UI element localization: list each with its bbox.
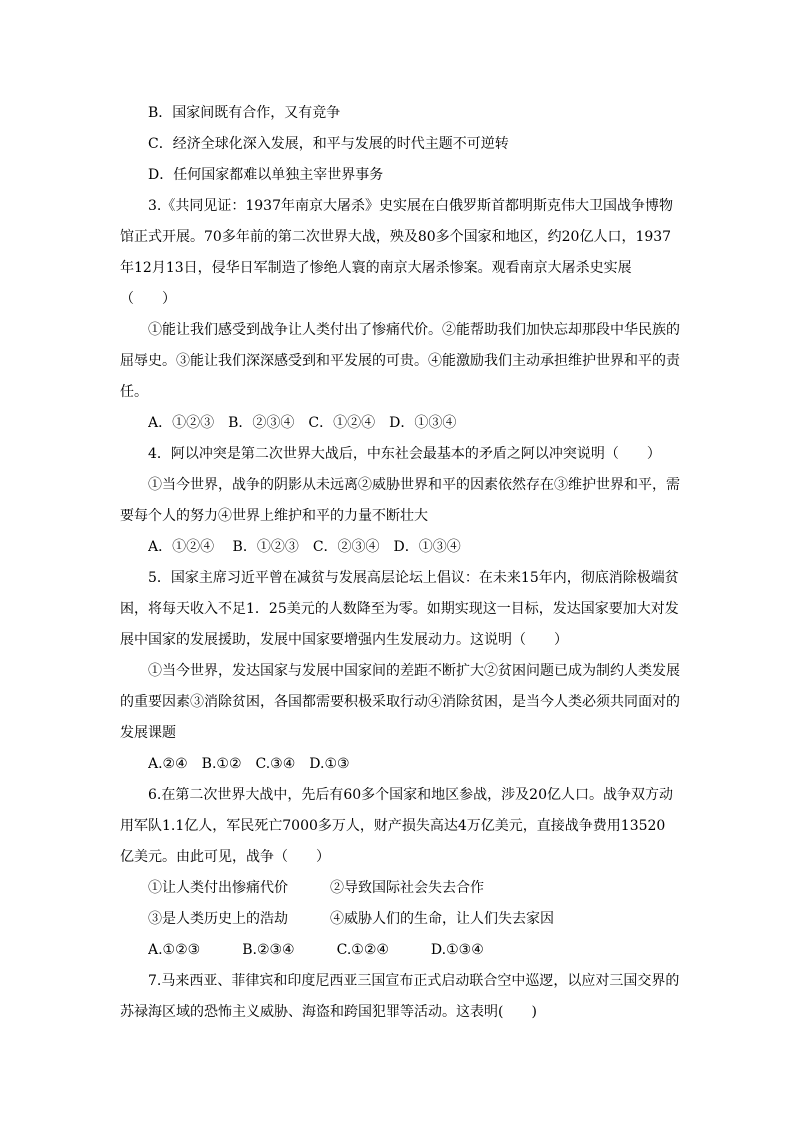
- question-3-stem: 3.《共同见证：1937年南京大屠杀》史实展在白俄罗斯首都明斯克伟大卫国战争博物: [148, 198, 673, 214]
- option-line: B．国家间既有合作，又有竞争: [148, 105, 341, 121]
- question-4-stem: 4．阿以冲突是第二次世界大战后，中东社会最基本的矛盾之阿以冲突说明（ ）: [148, 446, 661, 462]
- option-line: C．经济全球化深入发展，和平与发展的时代主题不可逆转: [148, 136, 509, 152]
- question-3-stem-cont: 年12月13日，侵华日军制造了惨绝人寰的南京大屠杀惨案。观看南京大屠杀史实展: [120, 260, 632, 276]
- question-5-stem-cont: 困，将每天收入不足1．25美元的人数降至为零。如期实现这一目标，发达国家要加大对发: [120, 601, 679, 617]
- question-6-stem-cont: 亿美元。由此可见，战争（ ）: [120, 849, 330, 865]
- statement-line: 要每个人的努力④世界上维护和平的力量不断壮大: [120, 508, 428, 524]
- statement-line: ③是人类历史上的浩劫 ④威胁人们的生命，让人们失去家因: [148, 911, 554, 927]
- question-7-stem: 7.马来西亚、菲律宾和印度尼西亚三国宣布正式启动联合空中巡逻，以应对三国交界的: [148, 973, 680, 989]
- choices-line: A．①②③ B．②③④ C．①②④ D．①③④: [148, 415, 457, 431]
- question-5-stem-cont: 展中国家的发展援助，发展中国家要增强内生发展动力。这说明（ ）: [120, 632, 568, 648]
- choices-line: A.②④ B.①② C.③④ D.①③: [148, 756, 350, 772]
- question-6-stem: 6.在第二次世界大战中，先后有60多个国家和地区参战，涉及20亿人口。战争双方动: [148, 787, 673, 803]
- statement-line: 发展课题: [120, 725, 176, 741]
- statement-line: ①能让我们感受到战争让人类付出了惨痛代价。②能帮助我们加快忘却那段中华民族的: [148, 322, 680, 338]
- statement-line: ①当今世界，战争的阴影从未远离②威胁世界和平的因素依然存在③维护世界和平，需: [148, 477, 680, 493]
- statement-line: ①让人类付出惨痛代价 ②导致国际社会失去合作: [148, 880, 484, 896]
- question-3-stem-cont: 馆正式开展。70多年前的第二次世界大战，殃及80多个国家和地区，约20亿人口，1937: [120, 229, 672, 245]
- answer-bracket: （ ）: [120, 291, 176, 307]
- question-5-stem: 5．国家主席习近平曾在减贫与发展高层论坛上倡议：在未来15年内，彻底消除极端贫: [148, 570, 679, 586]
- statement-line: 任。: [120, 384, 148, 400]
- choices-line: A．①②④ B．①②③ C．②③④ D．①③④: [148, 539, 461, 555]
- statement-line: 的重要因素③消除贫困，各国都需要积极采取行动④消除贫困，是当今人类必须共同面对的: [120, 694, 680, 710]
- question-7-stem-cont: 苏禄海区域的恐怖主义威胁、海盗和跨国犯罪等活动。这表明( ): [120, 1004, 537, 1020]
- choices-line: A.①②③ B.②③④ C.①②④ D.①③④: [148, 942, 484, 958]
- question-6-stem-cont: 用军队1.1亿人，军民死亡7000多万人，财产损失高达4万亿美元，直接战争费用13520: [120, 818, 666, 834]
- statement-line: ①当今世界，发达国家与发展中国家间的差距不断扩大②贫困问题已成为制约人类发展: [148, 663, 680, 679]
- option-line: D．任何国家都难以单独主宰世界事务: [148, 167, 384, 183]
- statement-line: 屈辱史。③能让我们深深感受到和平发展的可贵。④能激励我们主动承担维护世界和平的责: [120, 353, 680, 369]
